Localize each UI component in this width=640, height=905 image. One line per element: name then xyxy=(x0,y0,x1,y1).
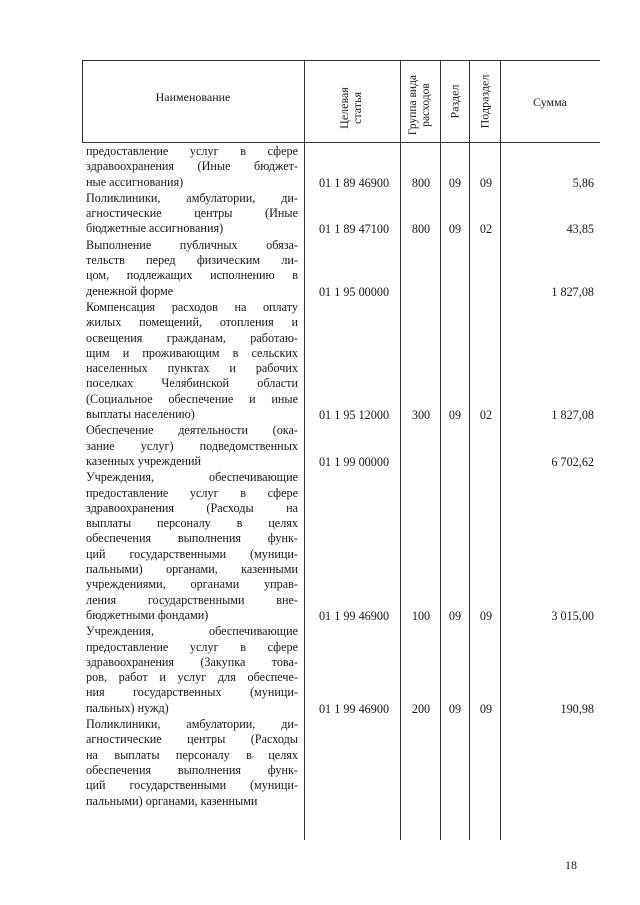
header-sum: Сумма xyxy=(533,95,567,109)
table-row xyxy=(0,238,640,299)
row-name xyxy=(86,717,298,809)
row-name xyxy=(86,470,298,623)
row-target-code: 01 1 99 46900 xyxy=(318,608,390,623)
row-name-line: щим и проживающим в сельских xyxy=(86,345,298,360)
page-number: 18 xyxy=(565,858,577,872)
row-name-line: цом, подлежащих исполнению в xyxy=(86,268,298,283)
row-name-line: ров, работ и услуг для обеспече- xyxy=(86,670,298,685)
row-subsection: 09 xyxy=(479,701,493,716)
row-name-line: учреждениями, органами управ- xyxy=(86,577,298,592)
row-subsection: 02 xyxy=(479,222,493,237)
row-name xyxy=(86,144,298,190)
row-name-line: ления государственными вне- xyxy=(86,592,298,607)
row-target-code: 01 1 99 00000 xyxy=(318,454,390,469)
table-row xyxy=(0,300,640,422)
table-row xyxy=(0,717,640,809)
row-target-code: 01 1 89 47100 xyxy=(318,222,390,237)
header-bottom-border xyxy=(82,142,600,143)
row-name-line: обеспечения выполнения функ- xyxy=(86,531,298,546)
row-name-line: поселках Челябинской области xyxy=(86,376,298,391)
row-name-line: денежной форме xyxy=(86,283,174,298)
row-name-line: Выполнение публичных обяза- xyxy=(86,237,298,252)
row-name xyxy=(86,238,298,299)
row-subsection: 09 xyxy=(479,175,493,190)
row-name-line: Поликлиники, амбулатории, ди- xyxy=(86,717,298,732)
row-group-code: 800 xyxy=(411,175,431,190)
row-group-code: 800 xyxy=(411,222,431,237)
table-row xyxy=(0,144,640,190)
row-name-line: Поликлиники, амбулатории, ди- xyxy=(86,190,298,205)
row-name-line: на выплаты персоналу в целях xyxy=(86,747,298,762)
row-section: 09 xyxy=(448,175,462,190)
row-sum: 3 015,00 xyxy=(551,608,594,623)
row-name-line: здравоохранения (Закупка това- xyxy=(86,654,298,669)
row-name-line: здравоохранения (Расходы на xyxy=(86,500,298,515)
row-name-line: бюджетные ассигнования) xyxy=(86,221,224,236)
row-name-line: здравоохранения (Иные бюджет- xyxy=(86,159,298,174)
row-section: 09 xyxy=(448,222,462,237)
row-name-line: обеспечения выполнения функ- xyxy=(86,762,298,777)
row-name-line: ные ассигнования) xyxy=(86,174,184,189)
row-name-line: предоставление услуг в сфере xyxy=(86,639,298,654)
row-name-line: тельств перед физическим ли- xyxy=(86,253,298,268)
row-name-line: освещения гражданам, работаю- xyxy=(86,330,298,345)
row-name-line: Учреждения, обеспечивающие xyxy=(86,470,298,485)
row-name xyxy=(86,300,298,422)
row-name xyxy=(86,191,298,237)
row-sum: 5,86 xyxy=(572,175,594,190)
row-name-line: агностические центры (Иные xyxy=(86,206,298,221)
row-name-line: казенных учреждений xyxy=(86,453,202,468)
row-name-line: агностические центры (Расходы xyxy=(86,732,298,747)
table-top-border xyxy=(82,60,600,61)
header-name: Наименование xyxy=(155,90,231,104)
row-name-line: пальных) нужд) xyxy=(86,700,169,715)
row-name-line: жилых помещений, отопления и xyxy=(86,315,298,330)
row-name-line: предоставление услуг в сфере xyxy=(86,144,298,158)
row-target-code: 01 1 95 00000 xyxy=(318,284,390,299)
row-section: 09 xyxy=(448,701,462,716)
row-sum: 1 827,08 xyxy=(551,284,594,299)
row-sum: 43,85 xyxy=(566,222,594,237)
table-row xyxy=(0,470,640,623)
row-subsection: 02 xyxy=(479,408,493,423)
row-name-line: пальными) органами, казенными xyxy=(86,793,258,808)
table-row xyxy=(0,624,640,716)
table-row xyxy=(0,423,640,469)
row-name-line: Учреждения, обеспечивающие xyxy=(86,624,298,639)
row-name-line: выплаты персоналу в целях xyxy=(86,516,298,531)
header-target: Целевая статья xyxy=(337,87,364,129)
header-subsection: Подраздел xyxy=(477,74,492,129)
row-name-line: Компенсация расходов на оплату xyxy=(86,300,298,314)
row-subsection: 09 xyxy=(479,608,493,623)
row-name-line: ций государственными (муници- xyxy=(86,546,298,561)
row-name-line: зание услуг) подведомственных xyxy=(86,438,298,453)
row-target-code: 01 1 95 12000 xyxy=(318,408,390,423)
row-group-code: 300 xyxy=(411,408,431,423)
row-group-code: 100 xyxy=(411,608,431,623)
row-name-line: предоставление услуг в сфере xyxy=(86,485,298,500)
header-group: Группа вида расходов xyxy=(407,74,432,136)
row-section: 09 xyxy=(448,408,462,423)
row-section: 09 xyxy=(448,608,462,623)
row-target-code: 01 1 99 46900 xyxy=(318,701,390,716)
row-name xyxy=(86,423,298,469)
row-target-code: 01 1 89 46900 xyxy=(318,175,390,190)
row-name-line: пальными) органами, казенными xyxy=(86,562,298,577)
row-sum: 190,98 xyxy=(560,701,594,716)
row-group-code: 200 xyxy=(411,701,431,716)
row-name-line: (Социальное обеспечение и иные xyxy=(86,391,298,406)
header-section: Раздел xyxy=(447,84,462,119)
row-name xyxy=(86,624,298,716)
row-name-line: выплаты населению) xyxy=(86,407,195,422)
row-sum: 6 702,62 xyxy=(551,454,594,469)
table-left-border xyxy=(82,60,83,142)
row-name-line: ния государственных (муници- xyxy=(86,685,298,700)
row-name-line: ций государственными (муници- xyxy=(86,778,298,793)
row-name-line: Обеспечение деятельности (ока- xyxy=(86,423,298,438)
row-sum: 1 827,08 xyxy=(551,408,594,423)
table-row xyxy=(0,191,640,237)
row-name-line: населенных пунктах и рабочих xyxy=(86,361,298,376)
row-name-line: бюджетными фондами) xyxy=(86,607,209,622)
